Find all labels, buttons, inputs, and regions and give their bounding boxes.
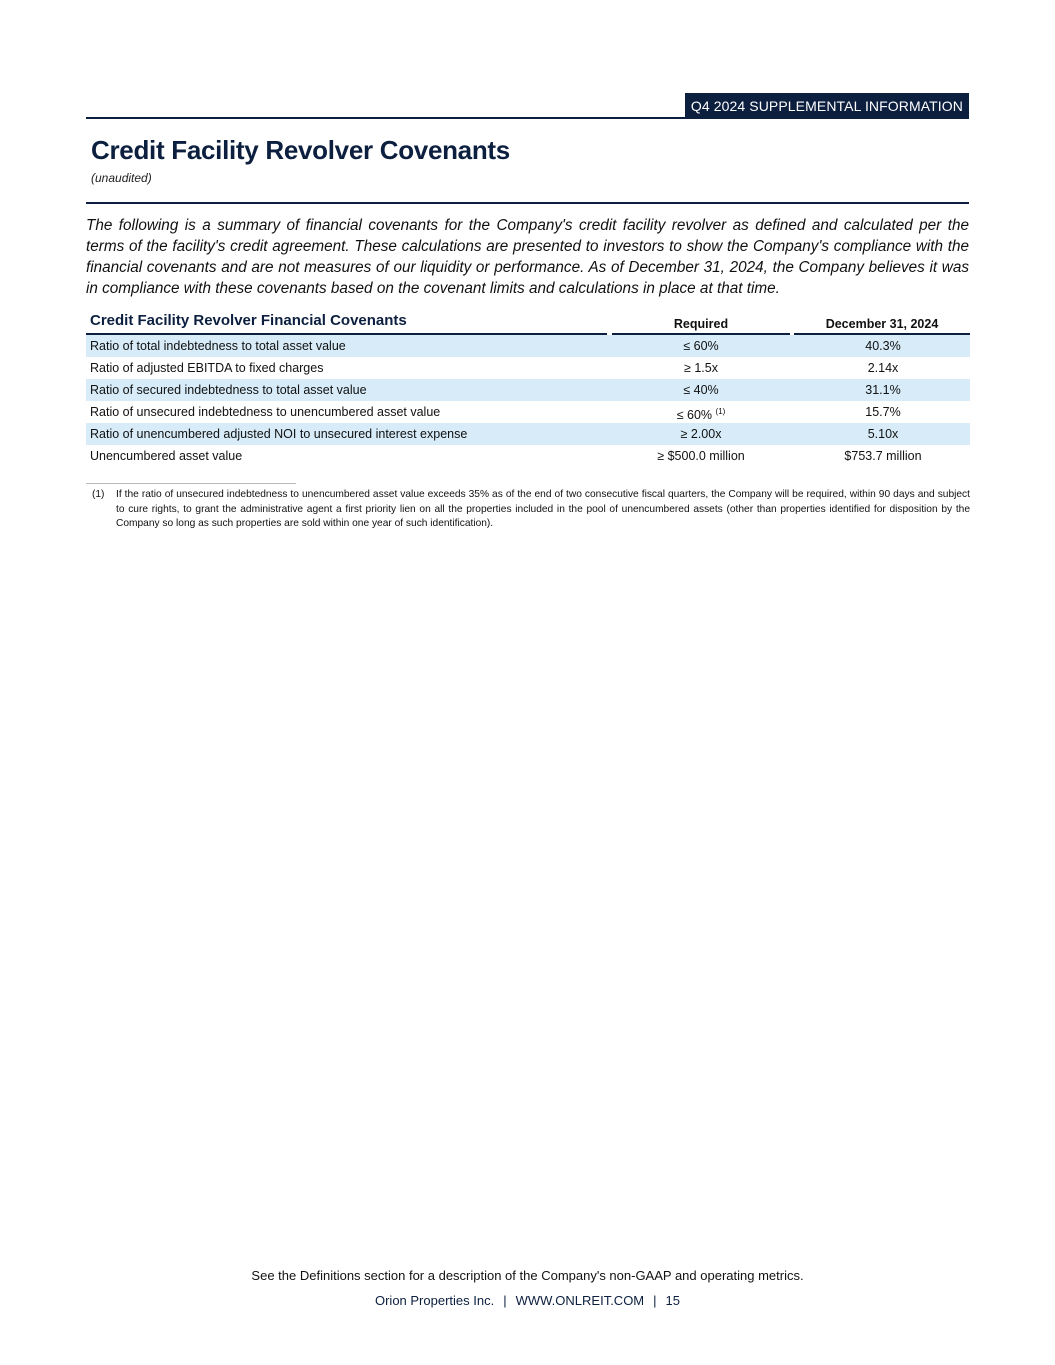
footnote bbox=[92, 488, 970, 532]
page-subtitle: (unaudited) bbox=[91, 171, 152, 185]
row-value: 15.7% bbox=[865, 405, 901, 419]
row-label: Ratio of adjusted EBITDA to fixed charges bbox=[90, 361, 324, 375]
row-value: 2.14x bbox=[867, 361, 899, 375]
footnote-number: (1) bbox=[92, 489, 105, 500]
row-value: 40.3% bbox=[865, 339, 901, 353]
row-required: ≥ $500.0 million bbox=[657, 449, 745, 463]
column-header-date: December 31, 2024 bbox=[825, 317, 939, 331]
footnote-ref: (1) bbox=[715, 407, 726, 416]
row-required: ≤ 60% bbox=[676, 408, 713, 422]
footnote-text: If the ratio of unsecured indebtedness to unencumbered asset value exceeds 35% as of the end of two consecutive fiscal quarters, the Company will be required, within 90 days and subject to cure rights, to grant the administrative agent a first priority lien on all the properties included in the pool of unencumbered assets (other than properties identified for disposition by the Company so long as such properties are sold within one year of such identification). bbox=[116, 489, 970, 529]
intro-paragraph: The following is a summary of financial covenants for the Company's credit facility revolver as defined and calculated per the terms of the facility's credit agreement. These calculations are presented to investors to show the Company's compliance with the financial covenants and are not measures of our liquidity or performance. As of December 31, 2024, the Company believes it was in compliance with these covenants based on the covenant limits and calculations in place at that time. bbox=[86, 217, 969, 297]
row-label: Ratio of secured indebtedness to total asset value bbox=[90, 383, 367, 397]
row-label: Ratio of total indebtedness to total asset value bbox=[90, 339, 346, 353]
title-rule bbox=[86, 202, 969, 204]
table-row bbox=[86, 379, 970, 401]
table-row bbox=[86, 401, 970, 423]
header-tag: Q4 2024 SUPPLEMENTAL INFORMATION bbox=[685, 93, 969, 119]
row-required: ≥ 1.5x bbox=[684, 361, 718, 375]
row-value: $753.7 million bbox=[844, 449, 922, 463]
row-required: ≥ 2.00x bbox=[680, 427, 722, 441]
footer-page-number: 15 bbox=[665, 1293, 680, 1308]
row-required: ≤ 40% bbox=[683, 383, 719, 397]
footer-website-link[interactable]: WWW.ONLREIT.COM bbox=[515, 1293, 645, 1308]
row-required: ≤ 60% bbox=[683, 339, 719, 353]
table-header bbox=[86, 312, 970, 335]
footer-separator: | bbox=[503, 1293, 507, 1308]
page-title: Credit Facility Revolver Covenants bbox=[91, 135, 510, 165]
row-label: Unencumbered asset value bbox=[90, 449, 243, 463]
row-label: Ratio of unsecured indebtedness to unencumbered asset value bbox=[90, 405, 441, 419]
row-value: 31.1% bbox=[865, 383, 901, 397]
covenants-table bbox=[86, 312, 970, 467]
row-value: 5.10x bbox=[867, 427, 899, 441]
footer-separator: | bbox=[653, 1293, 657, 1308]
footnote-rule bbox=[86, 483, 296, 484]
column-header-required: Required bbox=[673, 317, 729, 331]
table-row bbox=[86, 423, 970, 445]
table-row bbox=[86, 357, 970, 379]
footer-line bbox=[0, 1293, 1055, 1308]
footer-company: Orion Properties Inc. bbox=[374, 1293, 495, 1308]
footer-note: See the Definitions section for a description of the Company's non-GAAP and operating metrics. bbox=[251, 1268, 804, 1283]
table-section-title: Credit Facility Revolver Financial Covenants bbox=[90, 312, 407, 329]
table-row bbox=[86, 335, 970, 357]
table-row bbox=[86, 445, 970, 467]
row-label: Ratio of unencumbered adjusted NOI to unsecured interest expense bbox=[90, 427, 468, 441]
